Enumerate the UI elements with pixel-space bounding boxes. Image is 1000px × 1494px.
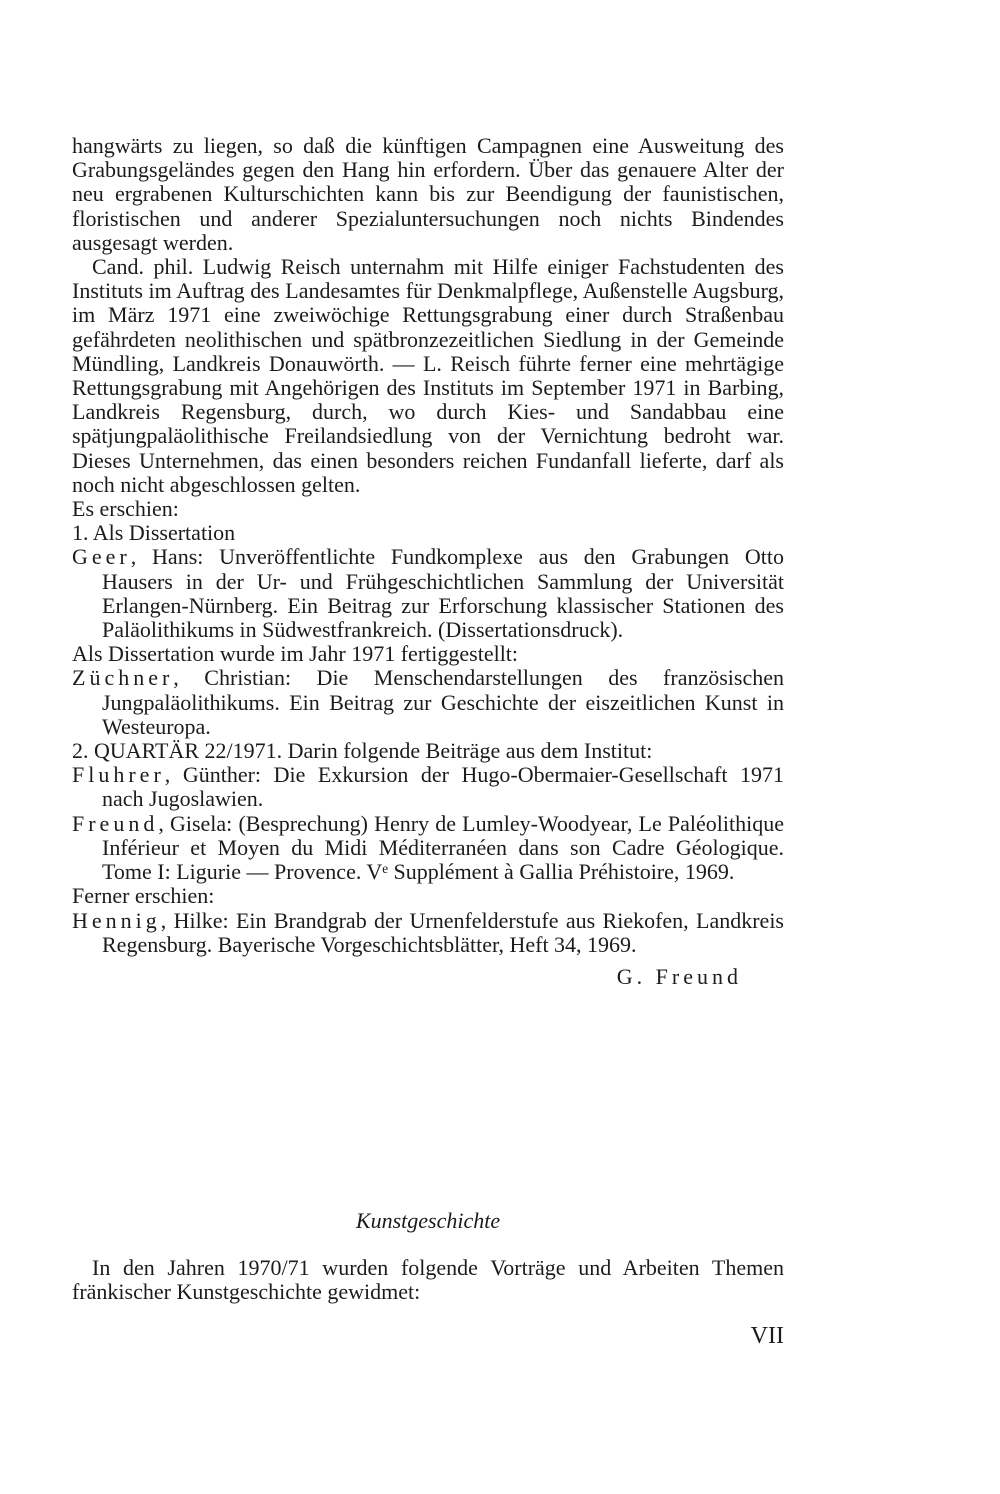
heading-es-erschien: Es erschien: — [72, 496, 179, 522]
bib-entry-geer — [72, 545, 784, 642]
author-name: Freund — [72, 810, 159, 836]
section-heading: Kunstgeschichte — [355, 1208, 501, 1233]
signature — [72, 965, 784, 989]
signature-text: G. Freund — [616, 963, 742, 989]
author-name: Geer — [72, 544, 131, 570]
heading-ferner: Ferner erschien: — [72, 883, 215, 909]
bib-entry-zuechner — [72, 666, 784, 739]
paragraph-reisch-rescue-digs: Cand. phil. Ludwig Reisch unternahm mit Hilfe einiger Fachstudenten des Instituts im Auftrag des Landesamtes für Denkmalpflege, Außenstelle Augsburg, im März 1971 eine zweiwöchige Rettungsgrabung einer durch Straßenbau gefährdeten neolithischen und spätbronzezeitlichen Siedlung in der Gemeinde Mündling, Landkreis Donauwörth. — L. Reisch führte ferner eine mehrtägige Rettungsgrabung mit Angehörigen des Instituts im September 1971 in Barbing, Landkreis Regensburg, durch, wo durch Kies- und Sandabbau eine spätjungpaläolithische Freilandsiedlung von der Vernichtung bedroht war. Dieses Unternehmen, das einen besonders reichen Fundanfall lieferte, darf als noch nicht abgeschlossen gelten. — [72, 254, 784, 497]
entry-text: , Hilke: Ein Brandgrab der Urnenfelderstufe aus Riekofen, Landkreis Regensburg. Bayerische Vorgeschichtsblätter, Heft 34, 1969. — [102, 907, 784, 957]
bib-entry-freund — [72, 812, 784, 885]
entry-text: , Günther: Die Exkursion der Hugo-Obermaier-Gesellschaft 1971 nach Jugoslawien. — [102, 762, 784, 812]
paragraph-excavation-continuation: hangwärts zu liegen, so daß die künftigen Campagnen eine Ausweitung des Grabungsgeländes gegen den Hang hin erfordern. Über das genauere Alter der neu ergrabenen Kulturschichten kann bis zur Beendigung der faunistischen, floristischen und anderer Spezialuntersuchungen noch nichts Bindendes ausgesagt werden. — [72, 133, 784, 255]
bib-entry-hennig — [72, 909, 784, 957]
entry-text: , Hans: Unveröffentlichte Fundkomplexe aus den Grabungen Otto Hausers in der Ur- und Frühgeschichtlichen Sammlung der Universität Erlangen-Nürnberg. Ein Beitrag zur Erforschung klassischer Stationen des Paläolithikums in Südwestfrankreich. (Dissertationsdruck). — [102, 544, 784, 643]
bib-entry-fluhrer — [72, 763, 784, 811]
paragraph-kunstgeschichte-intro: In den Jahren 1970/71 wurden folgende Vorträge und Arbeiten Themen fränkischer Kunstgeschichte gewidmet: — [72, 1255, 784, 1305]
heading-quartaer: 2. QUARTÄR 22/1971. Darin folgende Beiträge aus dem Institut: — [72, 738, 653, 764]
entry-text: , Gisela: (Besprechung) Henry de Lumley-Woodyear, Le Paléolithique Inférieur et Moyen du Midi Méditerranéen dans son Cadre Géologique. Tome I: Ligurie — Provence. Vᵉ Supplément à Gallia Préhistoire, 1969. — [102, 810, 784, 885]
heading-dissertation-1971: Als Dissertation wurde im Jahr 1971 fertiggestellt: — [72, 641, 519, 667]
page-number: VII — [750, 1323, 784, 1349]
entry-text: , Christian: Die Menschendarstellungen des französischen Jungpaläolithikums. Ein Beitrag zur Geschichte der eiszeitlichen Kunst in Westeuropa. — [102, 665, 784, 739]
author-name: Hennig — [72, 907, 161, 933]
author-name: Züchner — [72, 665, 174, 691]
report-column — [72, 134, 784, 989]
author-name: Fluhrer — [72, 762, 165, 788]
heading-als-dissertation: 1. Als Dissertation — [72, 520, 236, 546]
